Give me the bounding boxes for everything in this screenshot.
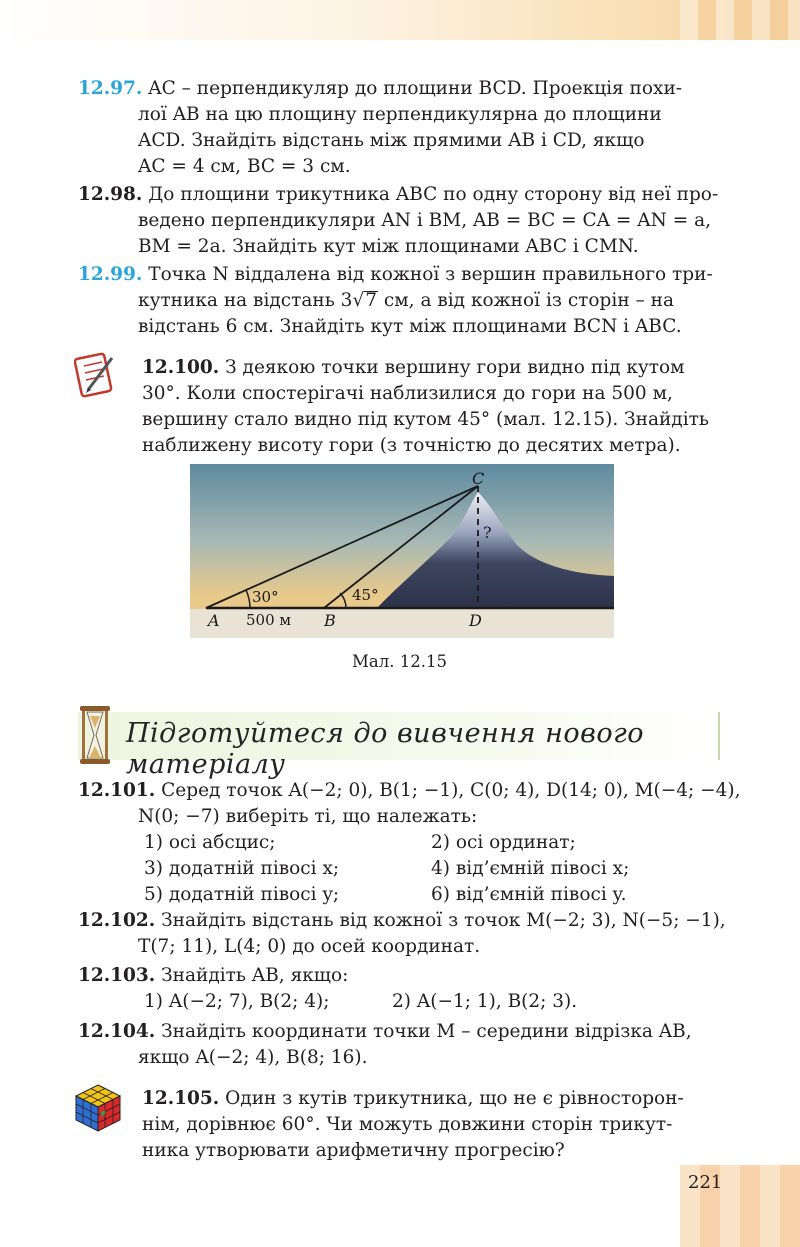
task-text: T(7; 11), L(4; 0) до осей координат. <box>138 936 481 957</box>
label-question: ? <box>483 523 492 542</box>
task-text: З деякою точки вершину гори видно під кутом <box>225 357 685 378</box>
option-1: 1) A(−2; 7), B(2; 4); <box>144 991 330 1012</box>
task-text: Один з кутів трикутника, що не є рівносторон- <box>225 1088 684 1109</box>
task-number: 12.104. <box>78 1021 156 1042</box>
rubiks-cube-icon <box>74 1083 122 1137</box>
task-12-104 <box>78 1019 730 1071</box>
task-number: 12.99. <box>78 264 143 285</box>
option-6: 6) від’ємній півосі y. <box>431 884 627 905</box>
option-3: 3) додатній півосі x; <box>144 858 340 879</box>
mountain-figure <box>190 464 614 638</box>
task-text: N(0; −7) виберіть ті, що належать: <box>138 806 478 827</box>
banner-title: Підготуйтеся до вивчення нового матеріалу <box>126 718 644 780</box>
task-number: 12.97. <box>78 78 143 99</box>
section-banner <box>78 712 720 780</box>
task-12-105 <box>142 1086 732 1164</box>
option-row <box>78 856 730 882</box>
page-number: 221 <box>688 1172 723 1193</box>
task-number: 12.98. <box>78 184 143 205</box>
task-number: 12.103. <box>78 965 156 986</box>
task-12-99: 12.99. Точка N віддалена від кожної з вершин правильного три- кутника на відстань 3√7 см, а від кожної із сторін – на відстань 6 см. Знайдіть кут між площинами BCN і ABC. <box>78 262 730 340</box>
figure-caption: Мал. 12.15 <box>352 652 447 671</box>
task-text: ведено перпендикуляри AN і BM, AB = BC = CA = AN = a, <box>138 210 712 231</box>
task-text: Знайдіть AB, якщо: <box>161 965 349 986</box>
task-text: Знайдіть координати точки M – середини відрізка AB, <box>161 1021 692 1042</box>
task-text: BM = 2a. Знайдіть кут між площинами ABC і CMN. <box>138 236 639 257</box>
task-12-97 <box>78 76 730 180</box>
task-text: відстань 6 см. Знайдіть кут між площинами BCN і ABC. <box>138 316 682 337</box>
label-angle-30: 30° <box>252 588 279 606</box>
option-1: 1) осі абсцис; <box>144 832 276 853</box>
task-number: 12.102. <box>78 910 156 931</box>
task-text: наближену висоту гори (з точністю до десятих метра). <box>142 435 681 456</box>
task-text: AC = 4 см, BC = 3 см. <box>138 156 351 177</box>
option-5: 5) додатній півосі y; <box>144 884 340 905</box>
task-12-103 <box>78 963 730 1015</box>
page-header-band <box>0 0 800 40</box>
label-A: A <box>208 611 220 630</box>
task-text: кутника на відстань 3 <box>138 290 353 311</box>
task-text: вершину стало видно під кутом 45° (мал. 12.15). Знайдіть <box>142 409 709 430</box>
option-4: 4) від’ємній півосі x; <box>431 858 630 879</box>
task-number: 12.100. <box>142 357 220 378</box>
task-text: нім, дорівнює 60°. Чи можуть довжини сторін трикут- <box>142 1114 673 1135</box>
notebook-pencil-icon <box>74 352 118 402</box>
task-text: До площини трикутника ABC по одну сторону від неї про- <box>148 184 719 205</box>
task-text: лої AB на цю площину перпендикулярна до площини <box>138 104 662 125</box>
task-text: Точка N віддалена від кожної з вершин правильного три- <box>148 264 713 285</box>
task-12-102 <box>78 908 730 960</box>
task-text: ACD. Знайдіть відстань між прямими AB і CD, якщо <box>138 130 645 151</box>
task-text: Серед точок A(−2; 0), B(1; −1), C(0; 4), D(14; 0), M(−4; −4), <box>161 780 741 801</box>
task-12-101 <box>78 778 741 908</box>
task-text: ника утворювати арифметичну прогресію? <box>142 1140 565 1161</box>
option-2: 2) A(−1; 1), B(2; 3). <box>392 991 578 1012</box>
option-2: 2) осі ординат; <box>431 832 576 853</box>
label-B: B <box>324 611 336 630</box>
label-500m: 500 м <box>246 611 292 629</box>
option-row <box>78 830 730 856</box>
label-D: D <box>469 611 482 630</box>
hourglass-icon <box>78 704 112 770</box>
sqrt-radicand: 7 <box>365 290 378 311</box>
task-12-100 <box>142 355 732 459</box>
task-number: 12.101. <box>78 780 156 801</box>
task-text: якщо A(−2; 4), B(8; 16). <box>138 1047 368 1068</box>
task-text: 30°. Коли спостерігачі наблизилися до гори на 500 м, <box>142 383 673 404</box>
task-text: см, а від кожної із сторін – на <box>378 290 675 311</box>
task-text: Знайдіть відстань від кожної з точок M(−2; 3), N(−5; −1), <box>161 910 726 931</box>
option-row <box>78 989 730 1015</box>
task-number: 12.105. <box>142 1088 220 1109</box>
label-C: C <box>472 469 485 488</box>
task-text: AC – перпендикуляр до площини BCD. Проекція похи- <box>148 78 683 99</box>
task-12-98 <box>78 182 730 260</box>
option-row <box>78 882 730 908</box>
label-angle-45: 45° <box>352 586 379 604</box>
